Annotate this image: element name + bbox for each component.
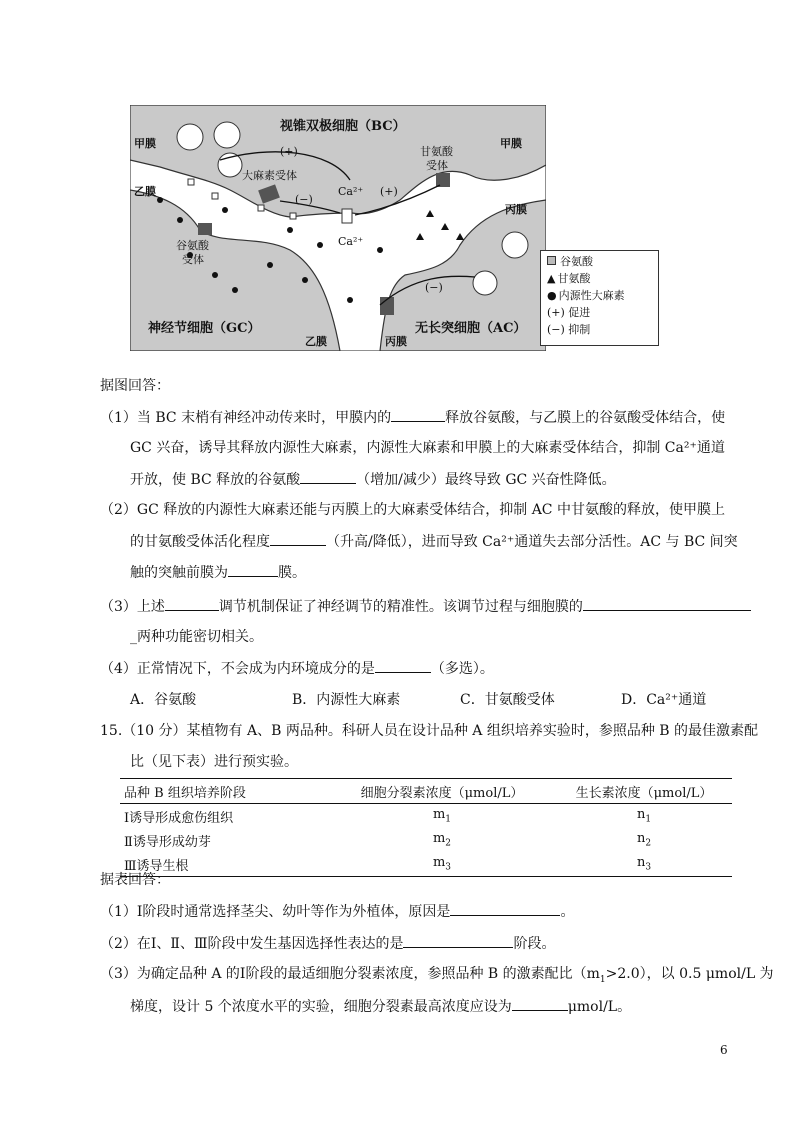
ca-label-top: Ca²⁺ (338, 185, 364, 198)
table-cell: $n_1$ (636, 807, 652, 825)
minus-label-2: (−) (425, 281, 443, 294)
q14-p3-line1: （3）上述 调节机制保证了神经调节的精准性。该调节过程与细胞膜的 (100, 596, 751, 617)
membrane-yi-left: 乙膜 (134, 185, 156, 198)
q15-intro: 据表回答： (100, 872, 170, 888)
q14-p2-line1: （2）GC 释放的内源性大麻素还能与丙膜上的大麻素受体结合，抑制 AC 中甘氨酸的释放，使甲膜上 (100, 502, 725, 518)
plus-label-1: (+) (280, 145, 298, 158)
q14-p2-line2: 的甘氨酸受体活化程度 （升高/降低），进而导致 Ca²⁺通道失去部分活性。AC 与 BC 间突 (130, 531, 738, 552)
answer-blank[interactable] (391, 407, 445, 422)
cannabinoid-receptor-label: 大麻素受体 (242, 169, 297, 182)
table-cell: $m_3$ (328, 852, 556, 877)
q15-s3-line2: 梯度，设计 5 个浓度水平的实验，细胞分裂素最高浓度应设为 μmol/L。 (130, 996, 631, 1017)
legend-item-inhibit: (−) 抑制 (547, 323, 591, 336)
glutamate-receptor-label-2: 受体 (182, 253, 204, 266)
membrane-bing-bottom: 丙膜 (385, 335, 407, 348)
membrane-yi-bottom: 乙膜 (305, 335, 327, 348)
q14-intro: 据图回答： (100, 378, 170, 394)
table-cell: $n_2$ (636, 831, 652, 849)
option-d: D．Ca²⁺通道 (621, 692, 707, 708)
option-b: B．内源性大麻素 (292, 692, 401, 708)
page-number: 6 (720, 1043, 728, 1057)
bc-title: 视锥双极细胞（BC） (280, 119, 406, 134)
q14-p1-line3: 开放，使 BC 释放的谷氨酸 （增加/减少）最终导致 GC 兴奋性降低。 (130, 469, 616, 490)
glycine-receptor-label-1: 甘氨酸 (420, 145, 453, 158)
ca-channel (342, 209, 352, 223)
glycine-triangle-icon: ▲ (547, 272, 556, 285)
option-a: A．谷氨酸 (130, 692, 197, 708)
synapse-svg (130, 105, 546, 351)
q14-p2-line3: 触的突触前膜为 膜。 (130, 562, 306, 583)
q14-p1-line1: （1）当 BC 末梢有神经冲动传来时，甲膜内的 释放谷氨酸，与乙膜上的谷氨酸受体结合，使 (100, 407, 725, 428)
cannabinoid-dot-icon: ● (547, 289, 557, 302)
table-cell: $m_1$ (432, 807, 452, 825)
legend-item-promote: (+) 促进 (547, 306, 591, 319)
minus-label-1: (−) (295, 193, 313, 206)
table-cell: Ⅲ诱导生根 (120, 852, 328, 877)
answer-blank[interactable] (512, 996, 568, 1011)
q15-s2: （2）在Ⅰ、Ⅱ、Ⅲ阶段中发生基因选择性表达的是 阶段。 (100, 933, 555, 954)
glutamate-receptor (198, 223, 212, 235)
legend-item-glycine: ▲ 甘氨酸 (547, 272, 591, 285)
answer-blank[interactable] (450, 901, 560, 916)
q14-p4-line1: （4）正常情况下，不会成为内环境成分的是 （多选）。 (100, 658, 494, 679)
ca-label-bottom: Ca²⁺ (338, 235, 364, 248)
table-row (120, 828, 732, 852)
q14-p3-line2: _两种功能密切相关。 (130, 629, 263, 645)
answer-blank[interactable] (165, 596, 219, 611)
q14-p1-line2: GC 兴奋，诱导其释放内源性大麻素，内源性大麻素和甲膜上的大麻素受体结合，抑制 Ca²⁺通道 (130, 440, 725, 456)
glutamate-square-icon (547, 256, 556, 265)
table-cell: Ⅱ诱导形成幼芽 (124, 834, 211, 850)
legend-item-cannabinoid: ● 内源性大麻素 (547, 289, 625, 302)
legend-item-glutamate: 谷氨酸 (547, 255, 593, 269)
synapse-diagram (130, 105, 546, 351)
table-header: 细胞分裂素浓度（μmol/L） (328, 779, 556, 804)
answer-blank[interactable] (403, 933, 513, 948)
glutamate-receptor-label-1: 谷氨酸 (176, 239, 209, 252)
membrane-jia-left: 甲膜 (134, 137, 156, 150)
answer-blank[interactable] (583, 596, 751, 611)
glycine-receptor (436, 173, 450, 187)
answer-blank[interactable] (300, 469, 356, 484)
table-row (120, 852, 732, 877)
gc-label: 神经节细胞（GC） (148, 321, 261, 336)
option-c: C．甘氨酸受体 (460, 692, 555, 708)
membrane-bing-right: 丙膜 (505, 203, 527, 216)
table-cell: Ⅰ诱导形成愈伤组织 (124, 810, 234, 826)
q15-s3-line1: （3）为确定品种 A 的Ⅰ阶段的最适细胞分裂素浓度，参照品种 B 的激素配比$(m_1>2.0)$，以 0.5 μmol/L 为 (100, 966, 774, 985)
table-cell: $n_3$ (556, 852, 732, 877)
table-header: 品种 B 组织培养阶段 (120, 779, 328, 804)
hormone-table (120, 778, 732, 877)
answer-blank[interactable] (228, 562, 278, 577)
figure-legend (540, 250, 659, 346)
answer-blank[interactable] (270, 531, 326, 546)
q15-s1: （1）Ⅰ阶段时通常选择茎尖、幼叶等作为外植体，原因是 。 (100, 901, 574, 922)
table-header-row (120, 779, 732, 804)
glycine-receptor-label-2: 受体 (426, 159, 448, 172)
answer-blank[interactable] (375, 658, 431, 673)
ac-label: 无长突细胞（AC） (415, 321, 527, 336)
q15-stem-line1: 15.（10 分）某植物有 A、B 两品种。科研人员在设计品种 A 组织培养实验时，参照品种 B 的最佳激素配 (100, 723, 759, 739)
membrane-jia-right: 甲膜 (500, 137, 522, 150)
q15-stem-line2: 比（见下表）进行预实验。 (130, 754, 298, 770)
table-row (120, 804, 732, 829)
plus-label-2: (+) (380, 185, 398, 198)
table-cell: $m_2$ (432, 831, 452, 849)
table-header: 生长素浓度（μmol/L） (556, 779, 732, 804)
